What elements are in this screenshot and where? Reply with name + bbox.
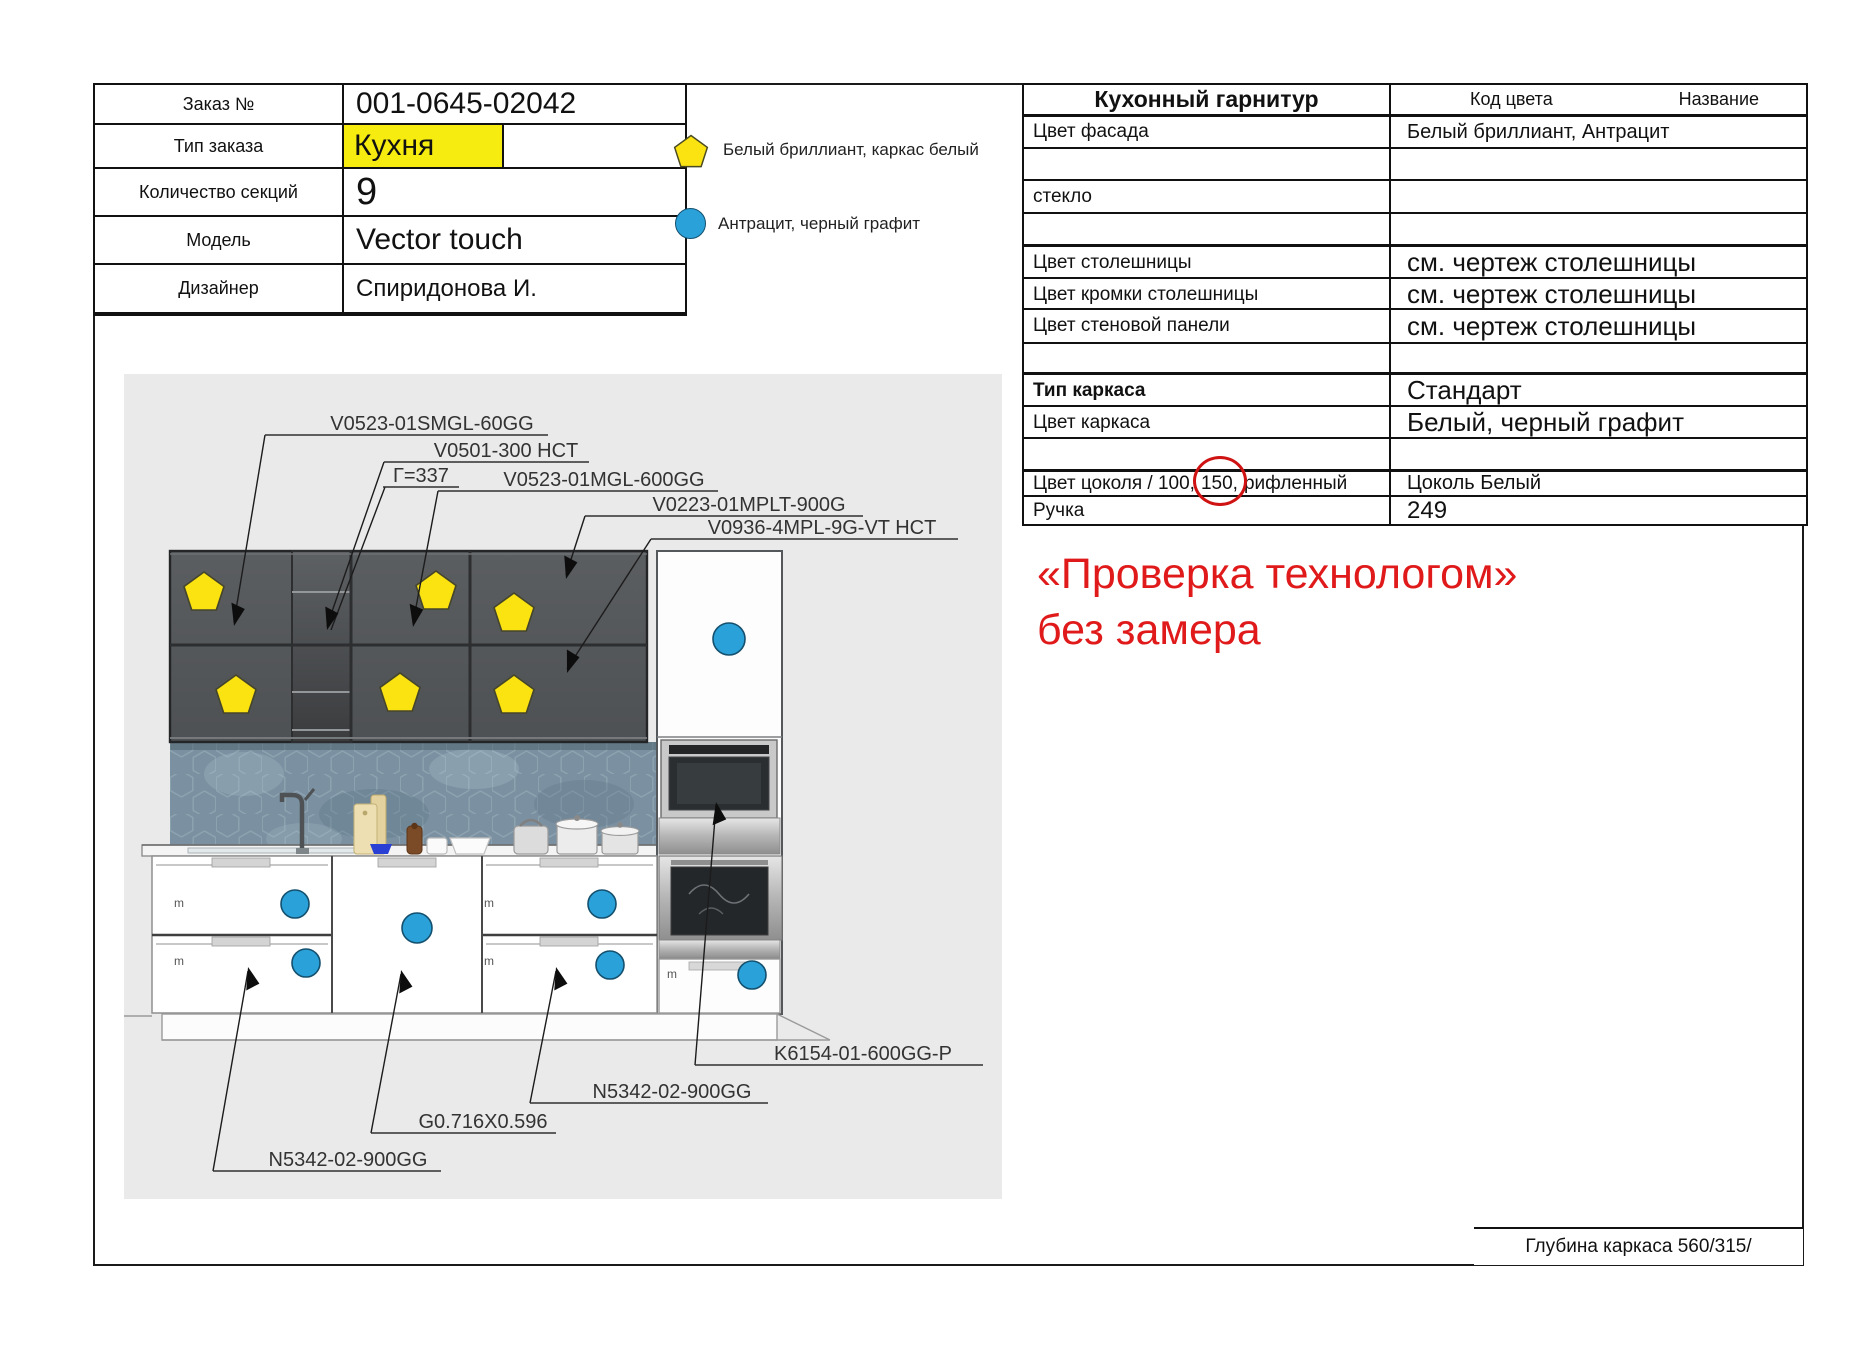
- part-label: V0523-01MGL-600GG: [503, 469, 705, 491]
- circle-icon: [588, 890, 616, 918]
- model-label: Модель: [95, 217, 344, 263]
- note-line-1: «Проверка технологом»: [1037, 550, 1518, 598]
- sections-count-value: 9: [356, 170, 378, 213]
- pentagon-icon: [671, 131, 711, 169]
- plinth-label-post: рифленный: [1243, 472, 1348, 494]
- table-row: [95, 85, 685, 125]
- spec-row-countertop: [1024, 247, 1806, 279]
- spec-label: [1024, 439, 1391, 469]
- spec-label: Цвет стеновой панели: [1024, 310, 1391, 342]
- part-label: V0501-300 HCT: [433, 440, 579, 462]
- circled-value-wrap: [1201, 473, 1238, 495]
- order-info-table: [93, 83, 687, 316]
- spec-row-glass: [1024, 181, 1806, 214]
- spec-row-empty: [1024, 214, 1806, 247]
- legend-label-carcass: Антрацит, черный графит: [718, 213, 920, 233]
- part-label: N5342-02-900GG: [592, 1081, 752, 1103]
- spec-value: Стандарт: [1407, 375, 1522, 405]
- pepper-mill-icon: [407, 823, 422, 854]
- spec-row-empty: [1024, 149, 1806, 181]
- spec-value: см. чертеж столешницы: [1407, 247, 1697, 277]
- order-type-value-highlighted: Кухня: [344, 125, 504, 167]
- stainless-band: [659, 818, 780, 854]
- base-cabinet-right: [482, 856, 657, 1013]
- spec-table: [1022, 83, 1808, 526]
- table-row: [95, 217, 685, 265]
- legend-label-facade: Белый бриллиант, каркас белый: [723, 140, 979, 159]
- spec-label: стекло: [1024, 181, 1391, 212]
- spec-label: Цвет каркаса: [1024, 407, 1391, 438]
- drawer-mark: m: [174, 954, 184, 968]
- spec-value: Цоколь Белый: [1407, 472, 1542, 494]
- spec-value: Белый бриллиант, Антрацит: [1407, 120, 1670, 143]
- circle-icon: [713, 623, 745, 655]
- column-header-name: Название: [1678, 89, 1760, 109]
- spec-row-wall-panel: [1024, 310, 1806, 344]
- base-cabinet-left: [152, 856, 332, 1013]
- spec-label: [1024, 149, 1391, 179]
- note-line-2: без замера: [1037, 605, 1261, 654]
- sheet-border: [93, 83, 1804, 1266]
- part-label: V0223-01MPLT-900G: [652, 494, 846, 516]
- pot-icon: [556, 815, 598, 854]
- spec-header-row: [1024, 85, 1806, 117]
- spec-row-facade: [1024, 117, 1806, 149]
- column-header-code: Код цвета: [1469, 89, 1553, 109]
- spec-value: [1391, 181, 1806, 212]
- circle-icon: [596, 951, 624, 979]
- drawer-mark: m: [667, 967, 677, 981]
- spec-label: Цвет кромки столешницы: [1024, 279, 1391, 310]
- spec-row-empty: [1024, 344, 1806, 375]
- drawer-mark: m: [484, 954, 494, 968]
- stainless-band: [659, 940, 780, 958]
- cup-icon: [427, 838, 447, 854]
- order-number-label: Заказ №: [95, 85, 344, 123]
- spec-value: Белый, черный графит: [1407, 407, 1684, 437]
- spec-label: [1024, 344, 1391, 372]
- spec-label: [1024, 472, 1391, 495]
- spec-title: Кухонный гарнитур: [1024, 85, 1391, 114]
- legend-item-carcass: [675, 208, 920, 239]
- spec-value: [1391, 439, 1806, 469]
- spec-label: Цвет столешницы: [1024, 247, 1391, 278]
- spec-value: [1391, 344, 1806, 372]
- circle-icon: [402, 913, 432, 943]
- kitchen-drawing: [124, 374, 1002, 1199]
- spec-label: Ручка: [1024, 497, 1391, 525]
- spec-row-carcass-color: [1024, 407, 1806, 439]
- model-value: Vector touch: [356, 223, 523, 256]
- spec-value: см. чертеж столешницы: [1407, 279, 1697, 309]
- legend-item-facade: [671, 131, 979, 169]
- circle-icon: [292, 949, 320, 977]
- spec-label: Цвет фасада: [1024, 117, 1391, 147]
- part-label: V0936-4MPL-9G-VT HCT: [707, 517, 937, 539]
- drawer-mark: m: [484, 896, 494, 910]
- circle-icon: [281, 890, 309, 918]
- order-number-value: 001-0645-02042: [356, 87, 577, 120]
- spec-value: [1391, 149, 1806, 179]
- circled-value: 150,: [1200, 472, 1238, 494]
- part-label: K6154-01-600GG-P: [774, 1043, 952, 1065]
- white-bowl-icon: [450, 838, 490, 854]
- circle-icon: [738, 961, 766, 989]
- spec-row-edge: [1024, 279, 1806, 310]
- table-row: [95, 265, 685, 314]
- spec-value: 249: [1407, 497, 1448, 524]
- carcass-depth-note: Глубина каркаса 560/315/: [1474, 1227, 1803, 1265]
- part-label: V0523-01SMGL-60GG: [330, 413, 534, 435]
- spec-value: см. чертеж столешницы: [1407, 310, 1697, 341]
- spec-row-carcass-type: [1024, 375, 1806, 407]
- spec-label: Тип каркаса: [1024, 375, 1391, 406]
- plinth-label-pre: Цвет цоколя / 100,: [1033, 472, 1195, 494]
- spec-label: [1024, 214, 1391, 244]
- order-type-label: Тип заказа: [95, 125, 344, 167]
- spec-value: [1391, 214, 1806, 244]
- designer-value: Спиридонова И.: [356, 274, 537, 302]
- spec-row-plinth: [1024, 472, 1806, 497]
- drawer-mark: m: [174, 896, 184, 910]
- part-label: G0.716X0.596: [418, 1111, 548, 1133]
- tall-cabinet: [657, 551, 782, 1014]
- sink-outline: [188, 848, 373, 853]
- technologist-check-note: [1037, 547, 1517, 659]
- sections-count-label: Количество секций: [95, 169, 344, 215]
- table-row: [95, 125, 685, 169]
- built-in-oven-upper: [661, 740, 777, 818]
- dimension-label: Г=337: [393, 465, 449, 487]
- table-row: [95, 169, 685, 217]
- part-label: N5342-02-900GG: [268, 1149, 428, 1171]
- kitchen-render-panel: [124, 374, 1002, 1199]
- built-in-oven-lower: [659, 856, 782, 940]
- designer-label: Дизайнер: [95, 265, 344, 312]
- circle-icon: [675, 208, 706, 239]
- plinth: [124, 1014, 830, 1040]
- spec-row-handle: [1024, 497, 1806, 524]
- spec-row-empty: [1024, 439, 1806, 472]
